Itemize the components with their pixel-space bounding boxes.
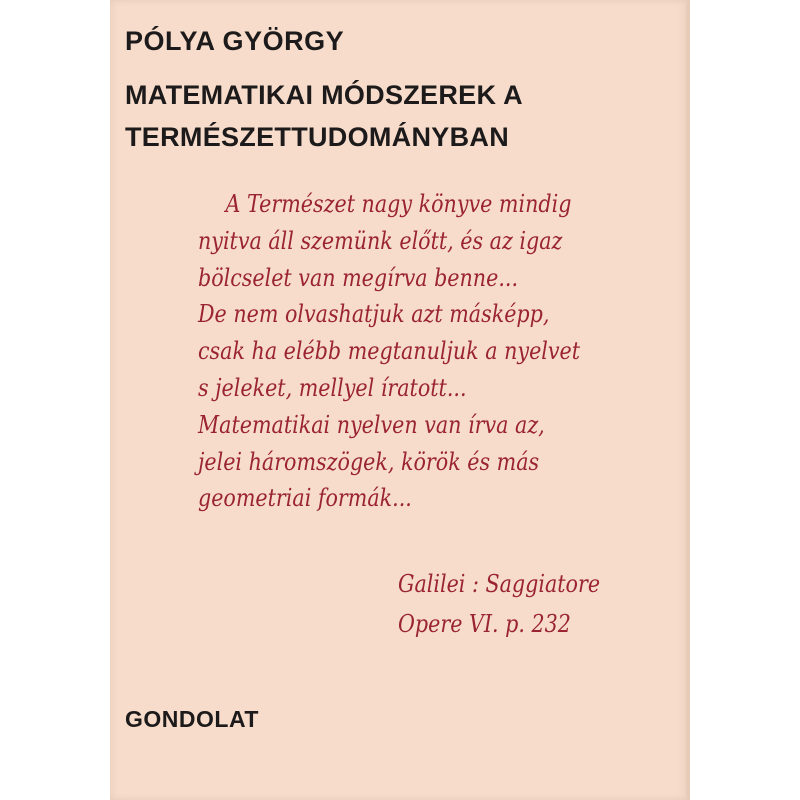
quote-line: Matematikai nyelven van írva az, (198, 410, 545, 439)
quote-line: jelei háromszögek, körök és más (198, 447, 540, 476)
citation-line: Galilei : Saggiatore (398, 570, 601, 598)
quote-line: s jeleket, mellyel íratott... (198, 373, 467, 402)
quote-citation (398, 564, 633, 644)
quote-line: bölcselet van megírva benne... (198, 263, 519, 292)
quote-line: csak ha elébb megtanuljuk a nyelvet (198, 337, 581, 366)
quote-line: geometriai formák... (198, 484, 412, 513)
cover-edge (686, 0, 690, 800)
author-name: PÓLYA GYÖRGY (125, 26, 345, 56)
publisher-name: GONDOLAT (125, 706, 259, 732)
book-title-line-1: MATEMATIKAI MÓDSZEREK A (125, 80, 523, 110)
quote-line: A Természet nagy könyve mindig (225, 190, 572, 218)
galilei-quote (198, 186, 678, 517)
quote-line: De nem olvashatjuk azt másképp, (198, 300, 550, 329)
quote-line: nyitva áll szemünk előtt, és az igaz (198, 226, 563, 255)
book-title-line-2: TERMÉSZETTUDOMÁNYBAN (125, 122, 509, 152)
book-cover (110, 0, 690, 800)
citation-line: Opere VI. p. 232 (398, 610, 571, 638)
